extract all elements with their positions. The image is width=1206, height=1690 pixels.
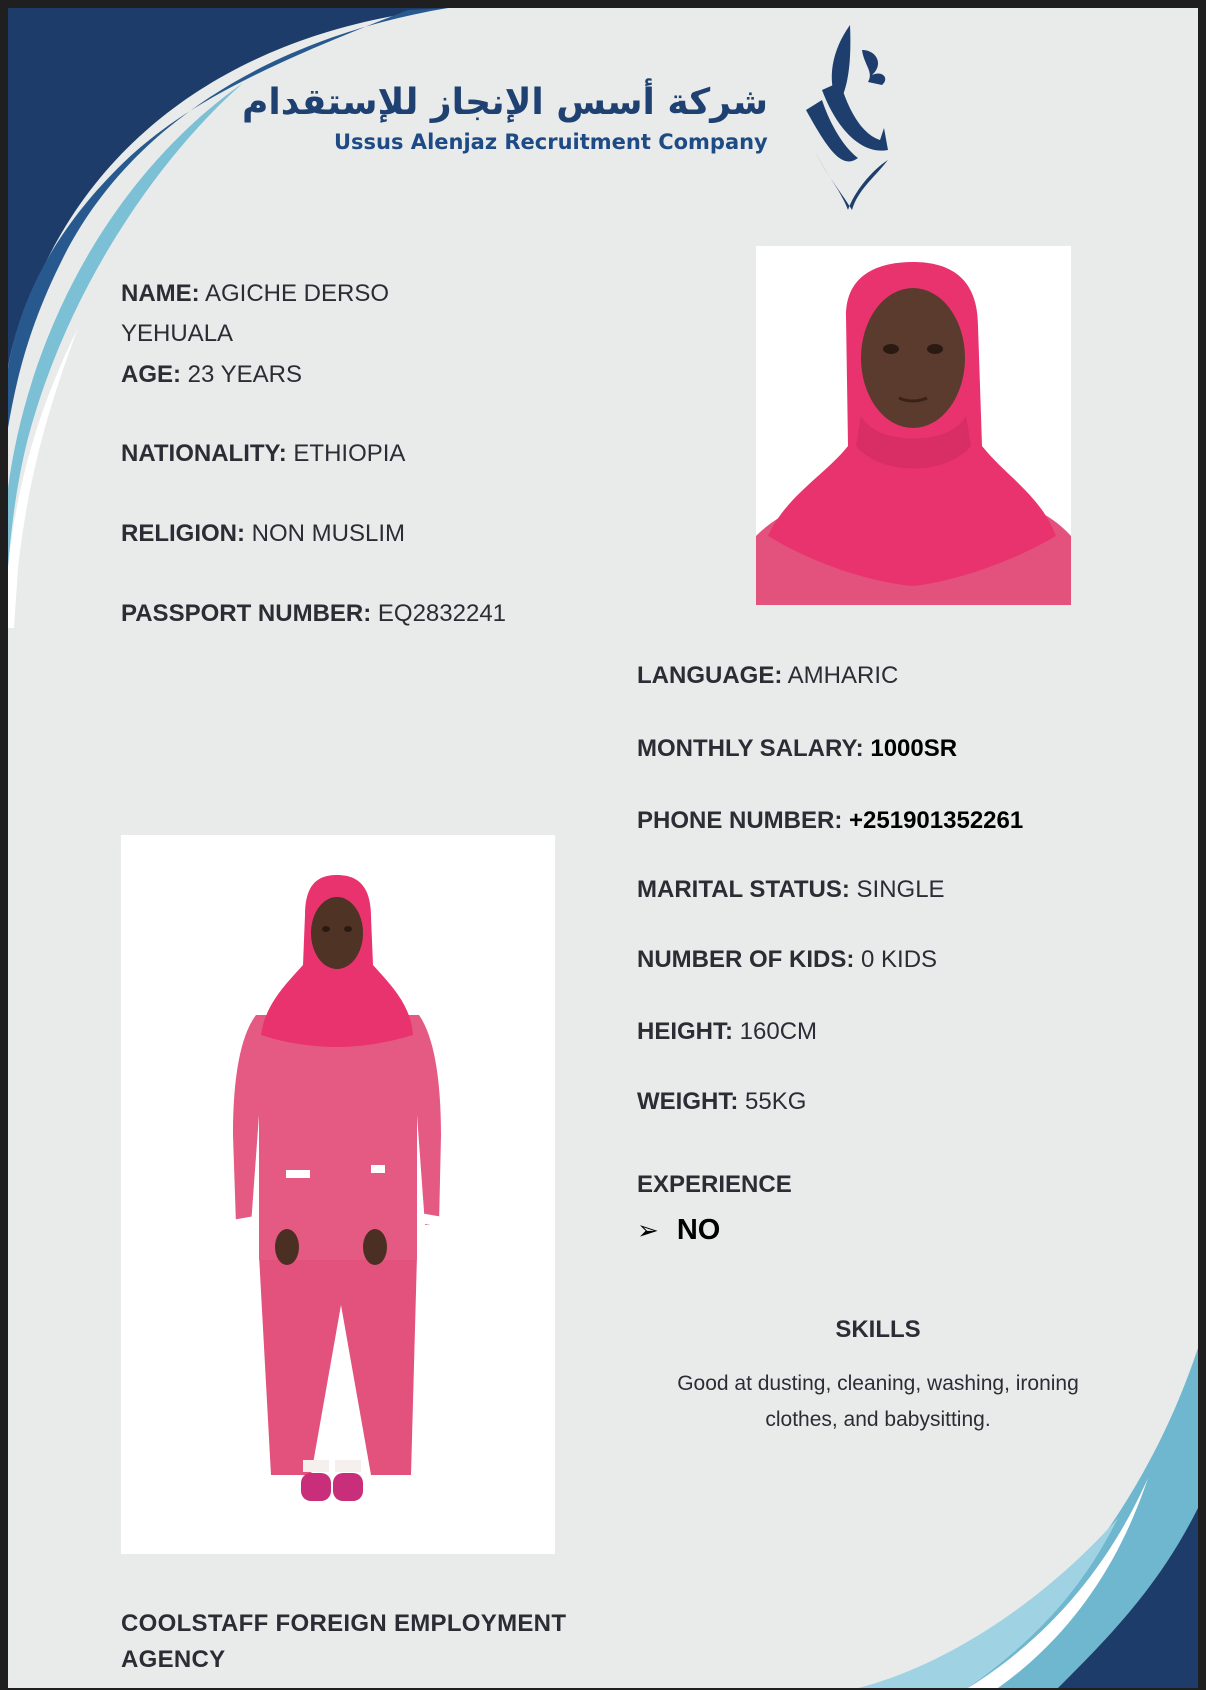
marital-status-label: MARITAL STATUS: <box>637 876 850 903</box>
cv-page <box>8 8 1198 1688</box>
kids-field <box>637 946 937 974</box>
passport-field <box>121 600 506 628</box>
full-body-illustration <box>121 835 555 1554</box>
language-field <box>637 662 898 690</box>
company-name-arabic: شركة أسس الإنجاز للإستقدام <box>241 82 768 123</box>
age-value: 23 YEARS <box>187 361 302 388</box>
kids-value: 0 KIDS <box>861 946 938 973</box>
phone-field <box>637 807 1023 835</box>
weight-label: WEIGHT: <box>637 1088 739 1115</box>
portrait-photo <box>756 246 1071 605</box>
nationality-label: NATIONALITY: <box>121 440 287 467</box>
phone-label: PHONE NUMBER: <box>637 807 843 834</box>
passport-value: EQ2832241 <box>377 600 507 627</box>
skills-title: SKILLS <box>835 1316 921 1343</box>
agency-name: COOLSTAFF FOREIGN EMPLOYMENT AGENCY <box>121 1610 567 1673</box>
name-value-continued <box>121 320 233 348</box>
passport-label: PASSPORT NUMBER: <box>121 600 372 627</box>
age-field <box>121 361 302 389</box>
experience-title: EXPERIENCE <box>637 1171 792 1198</box>
nationality-value: ETHIOPIA <box>293 440 406 467</box>
marital-status-value: SINGLE <box>856 876 945 903</box>
weight-value: 55KG <box>745 1088 807 1115</box>
skills-description: Good at dusting, cleaning, washing, ironing clothes, and babysitting. <box>677 1372 1079 1431</box>
age-label: AGE: <box>121 361 181 388</box>
company-emblem-icon <box>802 20 892 210</box>
company-name-english: Ussus Alenjaz Recruitment Company <box>334 130 768 154</box>
name-field <box>121 280 389 308</box>
experience-answer: NO <box>676 1214 721 1246</box>
religion-label: RELIGION: <box>121 520 245 547</box>
name-value-line1: AGICHE DERSO <box>205 280 390 307</box>
nationality-field <box>121 440 405 468</box>
arrow-bullet-icon: ➢ <box>637 1215 659 1245</box>
name-label: NAME: <box>121 280 200 307</box>
height-value: 160CM <box>739 1018 818 1045</box>
kids-label: NUMBER OF KIDS: <box>637 946 855 973</box>
height-field <box>637 1018 817 1046</box>
salary-value: 1000SR <box>870 735 958 762</box>
marital-status-field <box>637 876 945 904</box>
weight-field <box>637 1088 806 1116</box>
portrait-illustration <box>756 246 1071 605</box>
language-value: AMHARIC <box>787 662 899 689</box>
name-value-line2: YEHUALA <box>121 320 234 347</box>
religion-value: NON MUSLIM <box>251 520 406 547</box>
company-logo <box>241 16 908 216</box>
phone-value: +251901352261 <box>849 807 1024 834</box>
language-label: LANGUAGE: <box>637 662 783 689</box>
salary-label: MONTHLY SALARY: <box>637 735 864 762</box>
height-label: HEIGHT: <box>637 1018 733 1045</box>
full-body-photo <box>121 835 555 1554</box>
religion-field <box>121 520 405 548</box>
experience-value <box>637 1214 720 1247</box>
salary-field <box>637 735 957 763</box>
